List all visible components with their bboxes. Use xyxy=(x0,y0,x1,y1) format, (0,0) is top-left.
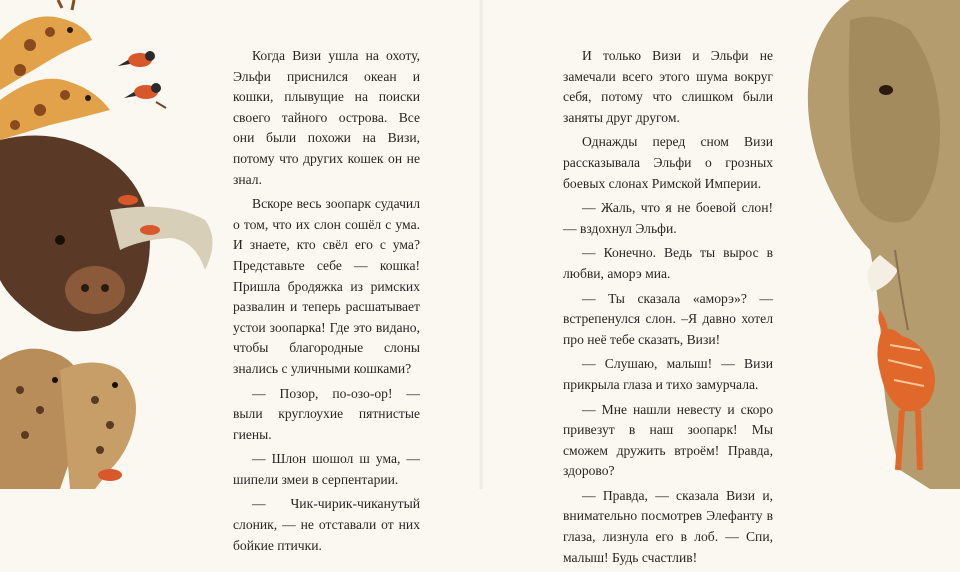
paragraph: — Шлон шошол ш ума, — шипели змеи в серпентарии. xyxy=(233,451,420,487)
paragraph: — Конечно. Ведь ты вырос в любви, аморэ миа. xyxy=(563,245,773,281)
elephant-illustration xyxy=(790,0,960,489)
paragraph: — Позор, по-озо-ор! — выли круглоухие пятнистые гиены. xyxy=(233,385,420,442)
paragraph: Когда Визи ушла на охоту, Эльфи приснился океан и кошки, плывущие на поиски своего тайного острова. Все они были похожи на Визи, потому что других кошек он не знал. xyxy=(233,48,420,187)
paragraph: Однажды перед сном Визи рассказывала Эльфи о грозных боевых слонах Римской Империи. xyxy=(563,134,773,191)
paragraph: И только Визи и Эльфи не замечали всего этого шума вокруг себя, потому что слишком были заняты друг другом. xyxy=(563,48,773,125)
buffalo-illustration xyxy=(0,130,222,340)
right-text-column xyxy=(563,46,773,572)
paragraph: — Правда, — сказала Визи и, внимательно посмотрев Элефанту в глаза, лизнула его в лоб. — Спи, малыш! Будь счастлив! xyxy=(563,487,773,565)
paragraph: — Слушаю, малыш! — Визи прикрыла глаза и тихо замурчала. xyxy=(563,356,773,392)
paragraph: — Чик-чирик-чиканутый слоник, — не отставали от них бойкие птички. xyxy=(233,496,420,553)
paragraph: Вскоре весь зоопарк судачил о том, что их слон сошёл с ума. И знаете, кто свёл его с ума? Представьте себе — кошка! Пришла бродяжка из римских развалин и теперь расшатывает устои зоопарка! Где это видано, чтобы благородные слоны знались с уличными кошками? xyxy=(233,196,420,376)
hyenas-illustration xyxy=(0,340,150,489)
paragraph: — Мне нашли невесту и скоро привезут в наш зоопарк! Мы сможем дружить втроём! Правда, здорово? xyxy=(563,401,773,479)
left-text-column xyxy=(233,46,420,560)
paragraph: — Ты сказала «аморэ»? — встрепенулся слон. –Я давно хотел про неё тебе сказать, Визи! xyxy=(563,290,773,347)
page-gutter xyxy=(478,0,484,489)
paragraph: — Жаль, что я не боевой слон! — вздохнул Эльфи. xyxy=(563,200,773,236)
birds-illustration xyxy=(118,42,170,112)
